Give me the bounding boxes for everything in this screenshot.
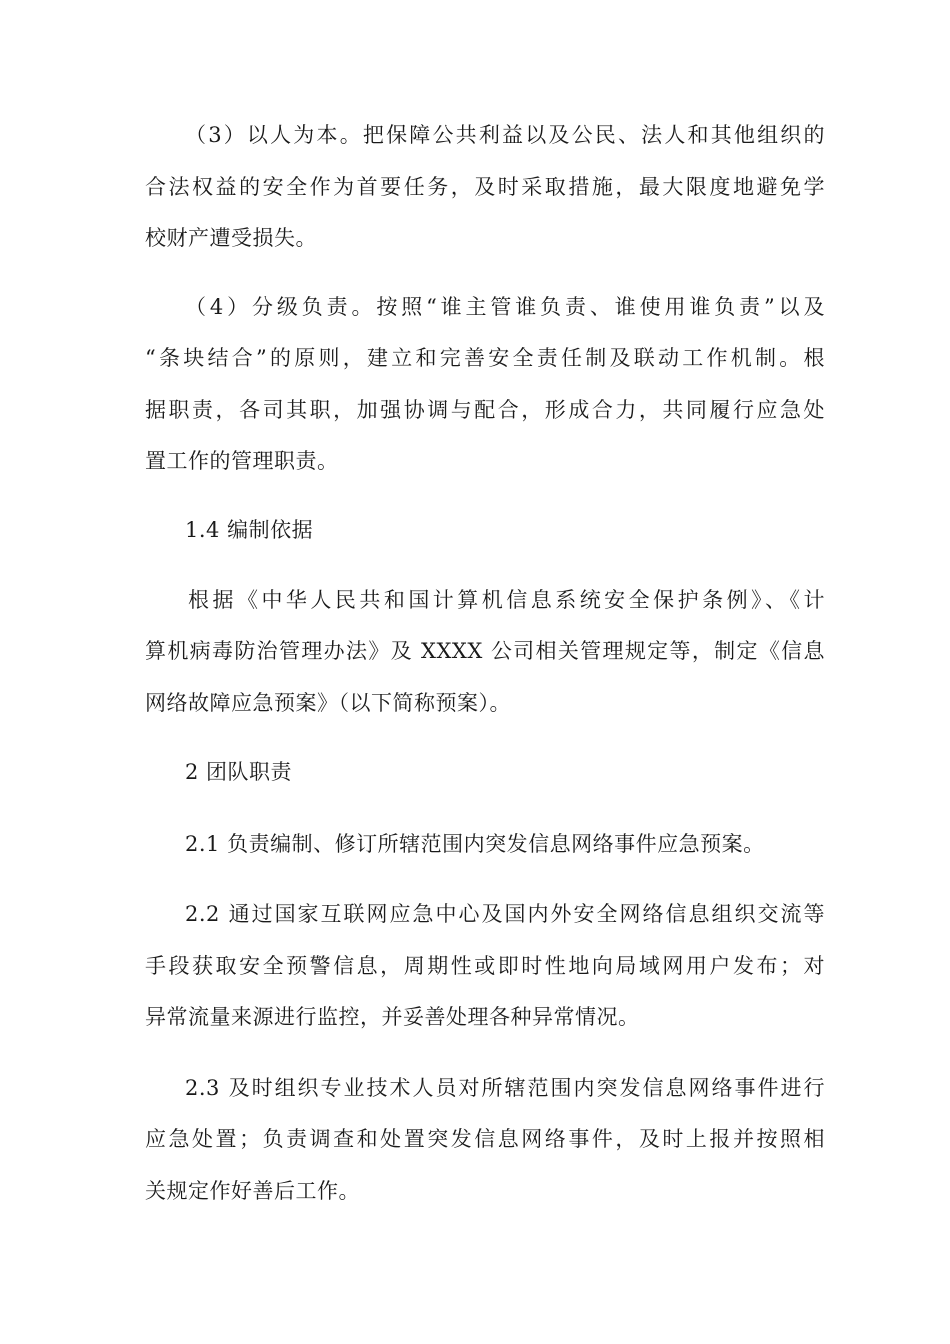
para-4-line-2: “条块结合”的原则，建立和完善安全责任制及联动工作机制。根 — [145, 346, 825, 370]
item-2-2-line-2: 手段获取安全预警信息，周期性或即时性地向局域网用户发布；对 — [145, 954, 825, 978]
para-basis-line-1: 根据《中华人民共和国计算机信息系统安全保护条例》、《计 — [188, 588, 825, 612]
para-3-line-1: （3）以人为本。把保障公共利益以及公民、法人和其他组织的 — [185, 123, 825, 147]
item-2-2-line-1: 2.2 通过国家互联网应急中心及国内外安全网络信息组织交流等 — [185, 902, 825, 926]
section-heading-1-4: 1.4 编制依据 — [185, 518, 314, 542]
item-2-3-line-1: 2.3 及时组织专业技术人员对所辖范围内突发信息网络事件进行 — [185, 1076, 825, 1100]
para-4-line-3: 据职责，各司其职，加强协调与配合，形成合力，共同履行应急处 — [145, 398, 825, 422]
item-2-2-line-3: 异常流量来源进行监控，并妥善处理各种异常情况。 — [145, 1005, 640, 1029]
para-3-line-3: 校财产遭受损失。 — [145, 226, 317, 250]
para-4-line-1: （4）分级负责。按照“谁主管谁负责、谁使用谁负责”以及 — [185, 295, 825, 319]
para-4-line-4: 置工作的管理职责。 — [145, 449, 339, 473]
para-basis-line-2: 算机病毒防治管理办法》及 XXXX 公司相关管理规定等，制定《信息 — [145, 639, 825, 663]
para-basis-line-3: 网络故障应急预案》（以下简称预案）。 — [145, 691, 511, 715]
section-heading-2: 2 团队职责 — [185, 760, 293, 784]
item-2-1-line-1: 2.1 负责编制、修订所辖范围内突发信息网络事件应急预案。 — [185, 832, 765, 856]
para-3-line-2: 合法权益的安全作为首要任务，及时采取措施，最大限度地避免学 — [145, 175, 825, 199]
item-2-3-line-3: 关规定作好善后工作。 — [145, 1179, 360, 1203]
item-2-3-line-2: 应急处置；负责调查和处置突发信息网络事件，及时上报并按照相 — [145, 1127, 825, 1151]
